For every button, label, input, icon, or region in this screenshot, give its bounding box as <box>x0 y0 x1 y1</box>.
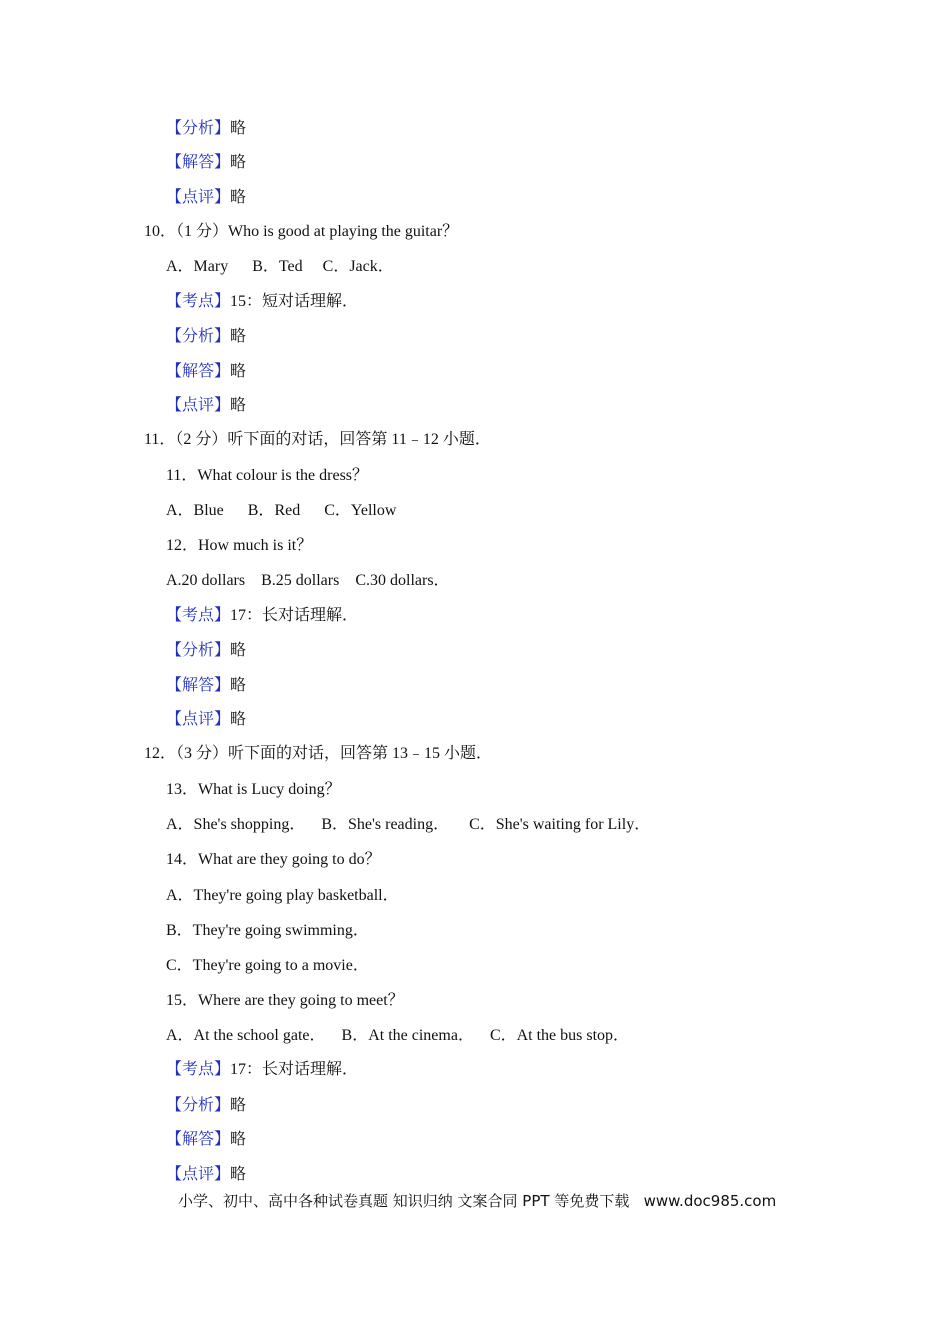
comment-text: 略 <box>230 1166 247 1183</box>
comment-line <box>166 187 246 209</box>
page-footer: 小学、初中、高中各种试卷真题 知识归纳 文案合同 PPT 等免费下载 www.doc985.com <box>178 1192 777 1210</box>
analysis-text: 略 <box>230 328 247 345</box>
keypoint-tag: 【考点】 <box>166 293 231 310</box>
keypoint-line <box>166 605 358 627</box>
sub-question-12: 12．How much is it？ <box>166 537 313 554</box>
analysis-line <box>166 326 246 348</box>
answer-text: 略 <box>230 1131 247 1148</box>
sub-question-14-option-c: C．They're going to a movie． <box>166 957 369 974</box>
comment-line <box>166 1164 246 1186</box>
answer-text: 略 <box>230 677 247 694</box>
comment-text: 略 <box>230 397 247 414</box>
comment-tag: 【点评】 <box>166 189 231 206</box>
analysis-line <box>166 118 246 140</box>
sub-question-12-options: A.20 dollars B.25 dollars C.30 dollars． <box>166 572 450 589</box>
analysis-tag: 【分析】 <box>166 642 231 659</box>
keypoint-line <box>166 291 358 313</box>
sub-question-13: 13．What is Lucy doing？ <box>166 781 341 798</box>
question-10-stem: 10．（1 分）Who is good at playing the guitar？ <box>144 223 459 240</box>
analysis-tag: 【分析】 <box>166 328 231 345</box>
analysis-line <box>166 640 246 662</box>
sub-question-14-option-b: B．They're going swimming． <box>166 922 369 939</box>
keypoint-tag: 【考点】 <box>166 1061 231 1078</box>
question-11-stem: 11．（2 分）听下面的对话，回答第 11﹣12 小题． <box>144 431 491 448</box>
comment-tag: 【点评】 <box>166 397 231 414</box>
analysis-line <box>166 1095 246 1117</box>
analysis-text: 略 <box>230 642 247 659</box>
analysis-text: 略 <box>230 120 247 137</box>
keypoint-tag: 【考点】 <box>166 607 231 624</box>
answer-line <box>166 361 246 383</box>
keypoint-line <box>166 1059 358 1081</box>
comment-line <box>166 395 246 417</box>
sub-question-14-option-a: A．They're going play basketball． <box>166 887 399 904</box>
answer-tag: 【解答】 <box>166 154 231 171</box>
question-10-options: A．Mary B．Ted C．Jack． <box>166 258 394 275</box>
comment-text: 略 <box>230 711 247 728</box>
analysis-tag: 【分析】 <box>166 120 231 137</box>
analysis-text: 略 <box>230 1097 247 1114</box>
keypoint-text: 15：短对话理解． <box>230 293 359 310</box>
answer-line <box>166 1129 246 1151</box>
answer-text: 略 <box>230 363 247 380</box>
comment-text: 略 <box>230 189 247 206</box>
answer-tag: 【解答】 <box>166 1131 231 1148</box>
answer-tag: 【解答】 <box>166 363 231 380</box>
comment-tag: 【点评】 <box>166 1166 231 1183</box>
answer-line <box>166 152 246 174</box>
sub-question-14: 14．What are they going to do？ <box>166 851 381 868</box>
comment-line <box>166 709 246 731</box>
question-12-stem: 12．（3 分）听下面的对话，回答第 13﹣15 小题． <box>144 745 493 762</box>
sub-question-13-options: A．She's shopping． B．She's reading． C．She's waiting for Lily． <box>166 816 651 833</box>
sub-question-11: 11．What colour is the dress？ <box>166 467 369 484</box>
analysis-tag: 【分析】 <box>166 1097 231 1114</box>
sub-question-15: 15．Where are they going to meet？ <box>166 992 404 1009</box>
answer-line <box>166 675 246 697</box>
sub-question-11-options: A．Blue B．Red C．Yellow <box>166 502 397 519</box>
answer-tag: 【解答】 <box>166 677 231 694</box>
keypoint-text: 17：长对话理解． <box>230 607 359 624</box>
keypoint-text: 17：长对话理解． <box>230 1061 359 1078</box>
comment-tag: 【点评】 <box>166 711 231 728</box>
answer-text: 略 <box>230 154 247 171</box>
sub-question-15-options: A．At the school gate． B．At the cinema． C．At the bus stop． <box>166 1027 630 1044</box>
